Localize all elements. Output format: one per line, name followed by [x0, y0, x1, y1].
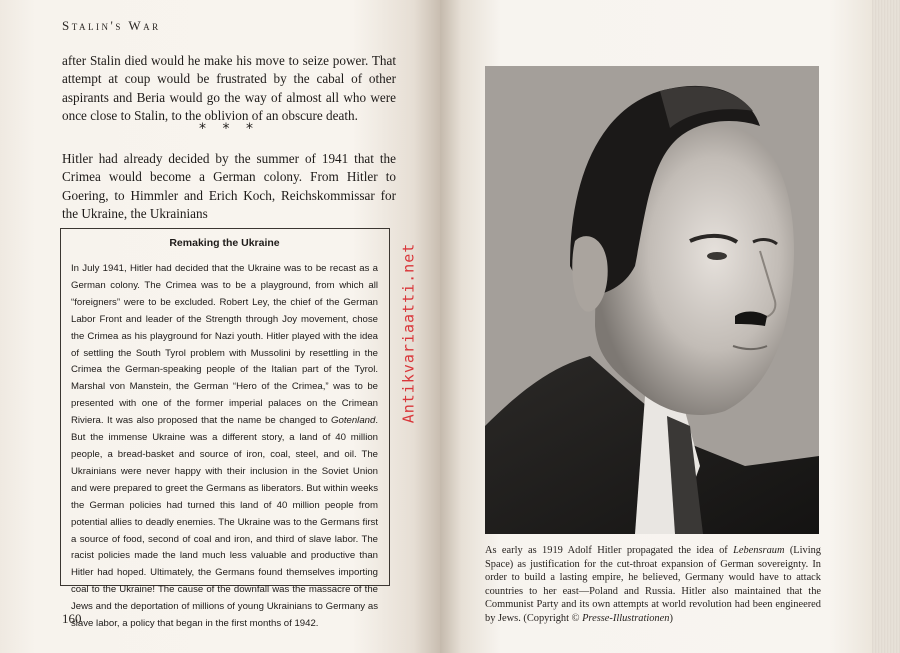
sidebar-title: Remaking the Ukraine [169, 237, 280, 249]
caption-part-3: ) [669, 612, 673, 624]
running-head: Stalin's War [62, 18, 161, 33]
caption-italic-2: Presse-Illustrationen [582, 612, 670, 624]
sidebar-italic-term: Gotenland [331, 415, 376, 427]
left-page [0, 0, 440, 653]
caption-part-1: As early as 1919 Adolf Hitler propagated the idea of [485, 545, 734, 556]
sidebar-text-part-2: . But the immense Ukraine was a different story, a land of 40 million people, a bread-basket and source of iron, coal, steel, and oil. The Ukrainians were never happy with their inclusion in the Soviet Union and were prepared to greet the Germans as liberators. But within weeks the German policies had turned this land of 40 million people from potential allies to deadly enemies. The Ukraine was to the Germans first a source of food, second of coal and iron, and third of slave labor. The racist policies made the land much less valuable and productive than Hitler had hoped. Ultimately, the Germans found themselves importing coal to the Ukraine! The cause of the downfall was the massacre of the Jews and the deportation of millions of young Ukrainians to Germany as slave labor, a policy that began in the first months of 1942. [71, 415, 378, 630]
caption-part-2: (Living Space) as justification for the cut-throat expansion of German sovereignty. In order to build a lasting empire, he believed, Germany would have to attack countries to her east—Poland and Russia. Hitler also maintained that the Communist Party and its own attempts at world revolution had been engineered by Jews. (Copyright © [485, 545, 821, 624]
caption-italic-1: Lebensraum [733, 545, 785, 556]
body-paragraph-1: after Stalin died would he make his move to seize power. That attempt at coup would be frustrated by the cabal of other aspirants and Beria would go the way of almost all who were once close to Stalin, to the oblivion of an obscure death. [62, 53, 396, 123]
watermark [397, 242, 419, 423]
section-break: * * * [199, 121, 259, 137]
portrait-photo [485, 66, 819, 534]
page-edge [872, 0, 900, 653]
photo-caption [485, 544, 821, 626]
sidebar-text-part-1: In July 1941, Hitler had decided that the Ukraine was to be recast as a German colony. The Crimea was to be a playground, from which all “foreigners” were to be excluded. Robert Ley, the chief of the German Labor Front and leader of the Strength through Joy movement, chose the Crimea as his playground for Nazi youth. Hitler played with the idea of settling the South Tyrol problem with Mussolini by resettling in the Crimea the German-speaking people of the Italian part of the Tyrol. Marshal von Manstein, the German “Hero of the Crimea,” was to be presented with one of the former imperial palaces on the Crimean Riviera. It was also proposed that the name be changed to [71, 263, 378, 427]
sidebar-text [71, 261, 378, 633]
body-paragraph-2: Hitler had already decided by the summer of 1941 that the Crimea would become a German colony. From Hitler to Goering, to Himmler and Erich Koch, Reichskommissar for the Ukraine, the Ukrainians [62, 151, 396, 221]
page-number: 160 [62, 611, 82, 626]
portrait-photo-icon [485, 66, 819, 534]
watermark-text: Antikvariaatti.net [399, 242, 417, 423]
